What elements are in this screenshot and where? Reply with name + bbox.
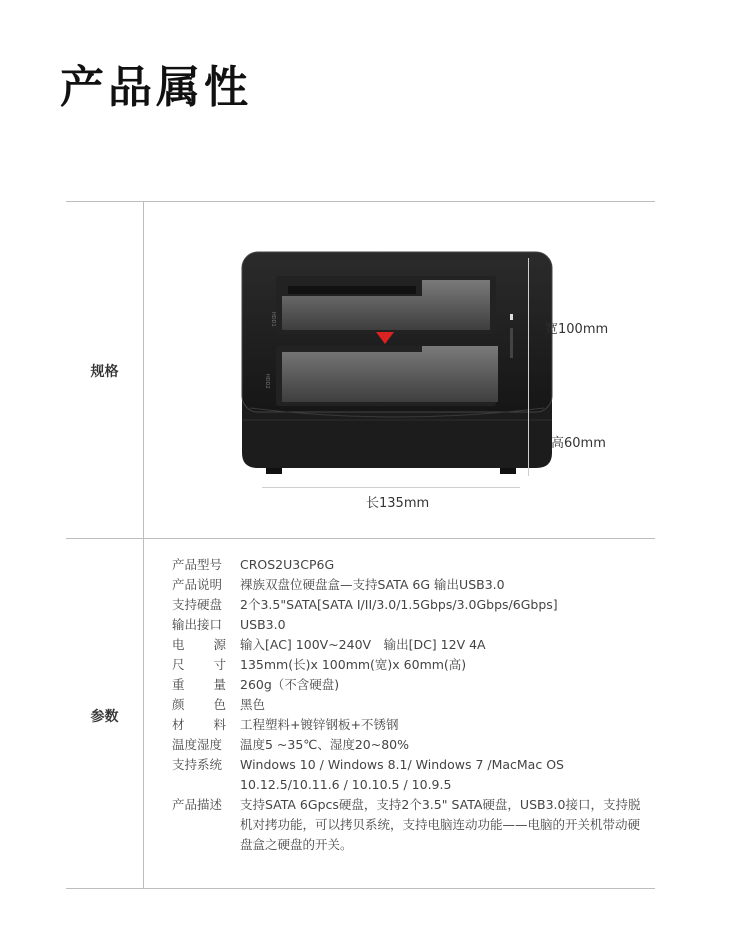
- param-value: 2个3.5"SATA[SATA I/II/3.0/1.5Gbps/3.0Gbps/6Gbps]: [240, 597, 558, 612]
- param-key: 输出接口: [172, 617, 223, 632]
- param-key: 支持系统: [172, 757, 223, 772]
- page-title: 产品属性: [60, 62, 252, 113]
- table-top-border: [66, 201, 655, 202]
- width-dimension-line: [528, 258, 529, 408]
- param-value: Windows 10 / Windows 8.1/ Windows 7 /MacMac OS 10.12.5/10.11.6 / 10.10.5 / 10.9.5: [240, 757, 564, 792]
- param-value: 黑色: [240, 697, 266, 712]
- param-key-char: 电: [172, 637, 185, 652]
- param-key: [172, 655, 226, 675]
- param-key-char: 源: [213, 637, 226, 652]
- slot2-label: HDD2: [264, 374, 270, 389]
- param-key: 支持硬盘: [172, 597, 223, 612]
- param-key: 产品型号: [172, 557, 223, 572]
- param-row-weight: [172, 675, 660, 695]
- param-key-char: 重: [172, 677, 185, 692]
- product-image: [236, 248, 556, 480]
- param-row-interface: [172, 615, 660, 635]
- param-row-size: [172, 655, 660, 675]
- param-key-char: 色: [213, 697, 226, 712]
- height-dimension-label: 高60mm: [551, 436, 606, 451]
- param-value: 支持SATA 6Gpcs硬盘，支持2个3.5" SATA硬盘，USB3.0接口，支持脱机对拷功能，可以拷贝系统，支持电脑连动功能——电脑的开关机带动硬盘盒之硬盘的开关。: [240, 797, 641, 852]
- params-list: [172, 555, 660, 855]
- spec-label: 规格: [90, 364, 119, 380]
- param-key-char: 量: [213, 677, 226, 692]
- param-key: [172, 675, 226, 695]
- param-row-color: [172, 695, 660, 715]
- param-key: 产品描述: [172, 797, 223, 812]
- height-dimension-line: [528, 408, 529, 476]
- param-value: USB3.0: [240, 617, 286, 632]
- param-value: 260g（不含硬盘): [240, 677, 340, 692]
- param-key-char: 材: [172, 717, 185, 732]
- param-row-description: [172, 575, 660, 595]
- param-key-char: 颜: [172, 697, 185, 712]
- param-value: 裸族双盘位硬盘盒—支持SATA 6G 输出USB3.0: [240, 577, 505, 592]
- param-row-model: [172, 555, 660, 575]
- width-dimension-label: 宽100mm: [545, 322, 609, 337]
- param-row-material: [172, 715, 660, 735]
- param-row-environment: [172, 735, 660, 755]
- param-key: [172, 635, 226, 655]
- param-key-char: 寸: [213, 657, 226, 672]
- table-bottom-border: [66, 888, 655, 889]
- length-dimension-line: [262, 487, 520, 488]
- param-key: [172, 695, 226, 715]
- param-row-os: [172, 755, 660, 795]
- param-key-char: 料: [213, 717, 226, 732]
- param-value: CROS2U3CP6G: [240, 557, 335, 572]
- param-key-char: 尺: [172, 657, 185, 672]
- param-value: 工程塑料+镀锌钢板+不锈钢: [240, 717, 399, 732]
- length-dimension-label: 长135mm: [366, 496, 430, 511]
- param-row-power: [172, 635, 660, 655]
- param-row-supported-drives: [172, 595, 660, 615]
- table-row-divider: [66, 538, 655, 539]
- param-value: 135mm(长)x 100mm(宽)x 60mm(高): [240, 657, 467, 672]
- slot1-label: HDD1: [270, 312, 276, 327]
- table-column-divider: [143, 202, 144, 888]
- param-key: 温度湿度: [172, 737, 223, 752]
- param-value: 温度5 ~35℃、湿度20~80%: [240, 737, 410, 752]
- param-value: 输入[AC] 100V~240V 输出[DC] 12V 4A: [240, 637, 486, 652]
- param-row-product-description: [172, 795, 660, 855]
- params-label: 参数: [90, 709, 119, 725]
- param-key: [172, 715, 226, 735]
- param-key: 产品说明: [172, 577, 223, 592]
